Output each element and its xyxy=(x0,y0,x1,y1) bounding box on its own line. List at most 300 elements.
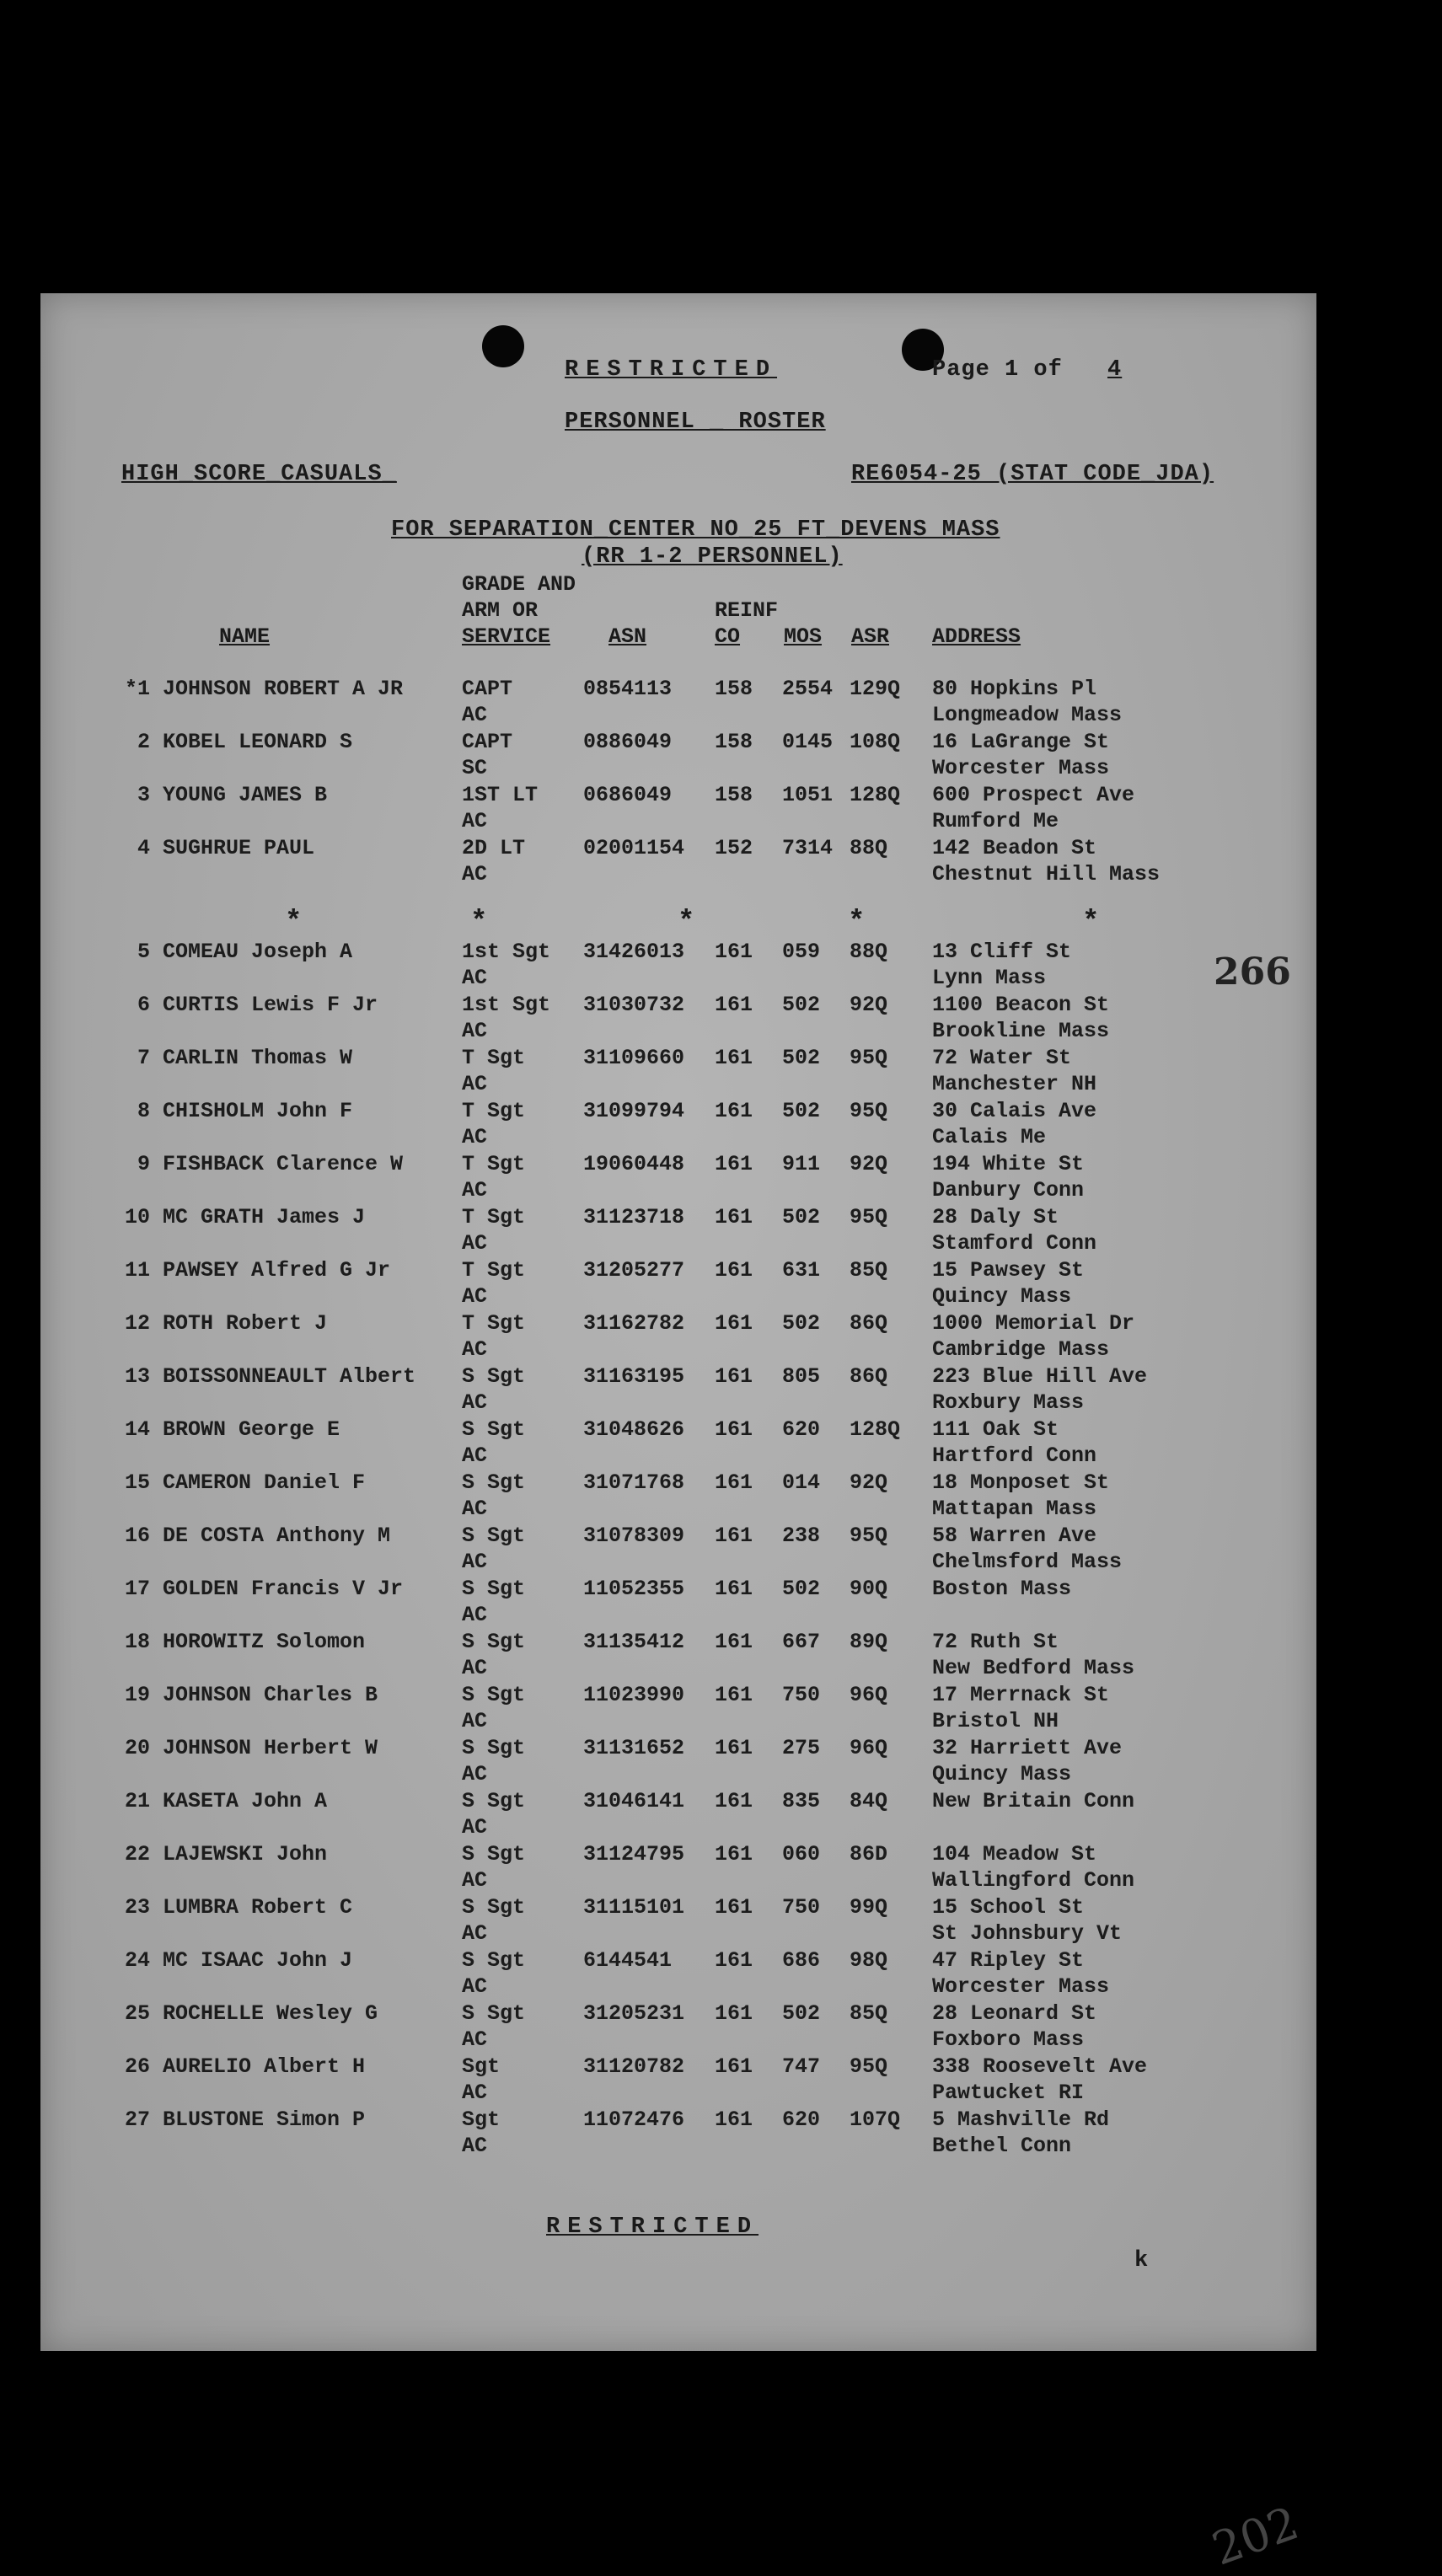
cell-name: CAMERON Daniel F xyxy=(163,1470,366,1495)
cell-arm: AC xyxy=(462,1815,488,1840)
cell-asr: 86Q xyxy=(850,1364,888,1389)
cell-co: 161 xyxy=(715,1258,753,1283)
cell-co: 161 xyxy=(715,1948,753,1973)
table-row xyxy=(40,939,1316,991)
cell-grade: T Sgt xyxy=(462,1099,526,1123)
cell-arm: AC xyxy=(462,1550,488,1574)
cell-asr: 128Q xyxy=(850,783,901,807)
cell-addr1: 223 Blue Hill Ave xyxy=(932,1364,1148,1389)
cell-asr: 95Q xyxy=(850,1524,888,1548)
table-row xyxy=(40,1098,1316,1150)
handwritten-number: 266 xyxy=(1214,951,1291,993)
cell-co: 161 xyxy=(715,1895,753,1920)
cell-arm: AC xyxy=(462,703,488,727)
table-row xyxy=(40,1417,1316,1469)
asn-header: ASN xyxy=(608,624,647,649)
table-row xyxy=(40,1788,1316,1840)
cell-name: CARLIN Thomas W xyxy=(163,1046,353,1070)
cell-addr2: Hartford Conn xyxy=(932,1443,1097,1468)
cell-asn: 31071768 xyxy=(583,1470,685,1495)
cell-addr2: Danbury Conn xyxy=(932,1178,1085,1202)
cell-asn: 31048626 xyxy=(583,1417,685,1442)
cell-grade: S Sgt xyxy=(462,1364,526,1389)
cell-addr1: 600 Prospect Ave xyxy=(932,783,1135,807)
cell-addr1: 30 Calais Ave xyxy=(932,1099,1097,1123)
cell-addr1: 1100 Beacon St xyxy=(932,993,1110,1017)
cell-asr: 88Q xyxy=(850,940,888,964)
cell-asn: 0854113 xyxy=(583,677,673,701)
cell-arm: AC xyxy=(462,862,488,886)
cell-mos: 835 xyxy=(782,1789,821,1813)
cell-asn: 19060448 xyxy=(583,1152,685,1176)
right-heading: RE6054-25 (STAT CODE_JDA) xyxy=(851,462,1214,487)
cell-co: 161 xyxy=(715,2001,753,2026)
cell-arm: AC xyxy=(462,1497,488,1521)
cell-co: 161 xyxy=(715,1205,753,1229)
cell-asr: 85Q xyxy=(850,1258,888,1283)
cell-asr: 99Q xyxy=(850,1895,888,1920)
cell-mos: 750 xyxy=(782,1683,821,1707)
cell-asn: 31124795 xyxy=(583,1842,685,1866)
cell-name: JOHNSON Charles B xyxy=(163,1683,378,1707)
cell-co: 161 xyxy=(715,1736,753,1760)
cell-num: 24 xyxy=(124,1948,150,1973)
cell-arm: AC xyxy=(462,1072,488,1096)
cell-addr2: Stamford Conn xyxy=(932,1231,1097,1256)
cell-arm: AC xyxy=(462,1656,488,1680)
cell-asr: 98Q xyxy=(850,1948,888,1973)
cell-asr: 129Q xyxy=(850,677,901,701)
cell-asn: 31131652 xyxy=(583,1736,685,1760)
cell-arm: AC xyxy=(462,1231,488,1256)
cell-mos: 502 xyxy=(782,993,821,1017)
cell-arm: AC xyxy=(462,1337,488,1362)
page-total: 4 xyxy=(1107,357,1123,383)
cell-addr1: 32 Harriett Ave xyxy=(932,1736,1123,1760)
cell-mos: 1051 xyxy=(782,783,834,807)
cell-addr2: Cambridge Mass xyxy=(932,1337,1110,1362)
cell-co: 161 xyxy=(715,1577,753,1601)
cell-addr2: St Johnsbury Vt xyxy=(932,1921,1123,1946)
cell-asn: 02001154 xyxy=(583,836,685,860)
cell-num: 15 xyxy=(124,1470,150,1495)
cell-asn: 31162782 xyxy=(583,1311,685,1336)
page-indicator xyxy=(932,357,1152,383)
cell-name: MC GRATH James J xyxy=(163,1205,366,1229)
separator-mark: * xyxy=(470,907,488,939)
cell-addr2: Worcester Mass xyxy=(932,756,1110,780)
cell-asn: 31109660 xyxy=(583,1046,685,1070)
cell-name: JOHNSON ROBERT A JR xyxy=(163,677,404,701)
cell-name: FISHBACK Clarence W xyxy=(163,1152,404,1176)
cell-arm: AC xyxy=(462,1019,488,1043)
cell-arm: AC xyxy=(462,1284,488,1309)
cell-mos: 502 xyxy=(782,1311,821,1336)
table-row xyxy=(40,2107,1316,2159)
cell-asn: 31099794 xyxy=(583,1099,685,1123)
cell-arm: AC xyxy=(462,1390,488,1415)
table-row xyxy=(40,1735,1316,1787)
cell-asn: 31205231 xyxy=(583,2001,685,2026)
cell-grade: S Sgt xyxy=(462,1470,526,1495)
cell-mos: 060 xyxy=(782,1842,821,1866)
cell-name: AURELIO Albert H xyxy=(163,2054,366,2079)
cell-arm: AC xyxy=(462,1974,488,1999)
cell-addr1: Boston Mass xyxy=(932,1577,1072,1601)
cell-addr2: Foxboro Mass xyxy=(932,2027,1085,2052)
cell-grade: 2D LT xyxy=(462,836,526,860)
roster-document xyxy=(40,293,1316,2576)
cell-asr: 108Q xyxy=(850,730,901,754)
cell-grade: S Sgt xyxy=(462,1524,526,1548)
cell-num: 9 xyxy=(137,1152,150,1176)
cell-asr: 96Q xyxy=(850,1683,888,1707)
cell-addr1: 47 Ripley St xyxy=(932,1948,1085,1973)
cell-co: 158 xyxy=(715,730,753,754)
left-heading: HIGH_SCORE_CASUALS_ xyxy=(121,462,397,487)
cell-asr: 86Q xyxy=(850,1311,888,1336)
cell-co: 161 xyxy=(715,1842,753,1866)
cell-asn: 31078309 xyxy=(583,1524,685,1548)
mos-header: MOS xyxy=(784,624,823,649)
separation-center: FOR SEPARATION_CENTER NO_25 FT_DEVENS MASS xyxy=(391,517,1000,543)
cell-co: 161 xyxy=(715,1417,753,1442)
cell-arm: AC xyxy=(462,1178,488,1202)
cell-grade: T Sgt xyxy=(462,1258,526,1283)
cell-co: 161 xyxy=(715,1311,753,1336)
cell-asn: 31123718 xyxy=(583,1205,685,1229)
cell-mos: 059 xyxy=(782,940,821,964)
cell-mos: 686 xyxy=(782,1948,821,1973)
cell-addr1: 338 Roosevelt Ave xyxy=(932,2054,1148,2079)
cell-addr2: Quincy Mass xyxy=(932,1762,1072,1786)
table-row xyxy=(40,1682,1316,1734)
cell-arm: AC xyxy=(462,1443,488,1468)
cell-mos: 747 xyxy=(782,2054,821,2079)
cell-addr1: 17 Merrnack St xyxy=(932,1683,1110,1707)
cell-mos: 502 xyxy=(782,1577,821,1601)
name-header: NAME xyxy=(219,624,271,649)
table-row xyxy=(40,2000,1316,2053)
table-row xyxy=(40,782,1316,834)
cell-num: 3 xyxy=(137,783,150,807)
cell-name: DE COSTA Anthony M xyxy=(163,1524,391,1548)
footer-mark: k xyxy=(1134,2248,1150,2273)
table-row xyxy=(40,1841,1316,1893)
cell-name: BLUSTONE Simon P xyxy=(163,2107,366,2132)
separator-mark: * xyxy=(1082,907,1100,939)
grade-header-3: SERVICE xyxy=(462,624,551,649)
cell-name: GOLDEN Francis V Jr xyxy=(163,1577,404,1601)
table-row xyxy=(40,1629,1316,1681)
cell-mos: 238 xyxy=(782,1524,821,1548)
cell-name: KASETA John A xyxy=(163,1789,328,1813)
cell-addr1: 142 Beadon St xyxy=(932,836,1097,860)
cell-co: 152 xyxy=(715,836,753,860)
cell-grade: S Sgt xyxy=(462,1577,526,1601)
cell-asn: 31115101 xyxy=(583,1895,685,1920)
cell-mos: 631 xyxy=(782,1258,821,1283)
personnel-subtitle: (RR 1-2 PERSONNEL) xyxy=(582,544,843,570)
cell-arm: SC xyxy=(462,756,488,780)
table-row xyxy=(40,1523,1316,1575)
cell-addr1: 104 Meadow St xyxy=(932,1842,1097,1866)
cell-name: PAWSEY Alfred G Jr xyxy=(163,1258,391,1283)
cell-asr: 95Q xyxy=(850,1205,888,1229)
cell-num: 16 xyxy=(124,1524,150,1548)
cell-addr1: 15 School St xyxy=(932,1895,1085,1920)
handwritten-corner: 202 xyxy=(1205,2496,1305,2576)
cell-asn: 31135412 xyxy=(583,1630,685,1654)
table-row xyxy=(40,1576,1316,1628)
cell-asr: 84Q xyxy=(850,1789,888,1813)
cell-grade: T Sgt xyxy=(462,1152,526,1176)
cell-co: 161 xyxy=(715,1630,753,1654)
cell-asn: 11072476 xyxy=(583,2107,685,2132)
cell-asr: 95Q xyxy=(850,2054,888,2079)
cell-addr1: 13 Cliff St xyxy=(932,940,1072,964)
cell-addr1: 72 Ruth St xyxy=(932,1630,1059,1654)
cell-mos: 502 xyxy=(782,2001,821,2026)
cell-addr1: 194 White St xyxy=(932,1152,1085,1176)
cell-addr2: Bethel Conn xyxy=(932,2134,1072,2158)
cell-num: 27 xyxy=(124,2107,150,2132)
cell-arm: AC xyxy=(462,966,488,990)
cell-arm: AC xyxy=(462,1868,488,1893)
table-row xyxy=(40,1470,1316,1522)
cell-grade: S Sgt xyxy=(462,2001,526,2026)
table-row xyxy=(40,1045,1316,1097)
cell-name: ROCHELLE Wesley G xyxy=(163,2001,378,2026)
cell-num: 8 xyxy=(137,1099,150,1123)
cell-co: 161 xyxy=(715,993,753,1017)
table-row xyxy=(40,2054,1316,2106)
cell-addr1: 80 Hopkins Pl xyxy=(932,677,1097,701)
cell-co: 161 xyxy=(715,1364,753,1389)
cell-num: 13 xyxy=(124,1364,150,1389)
cell-num: 26 xyxy=(124,2054,150,2079)
cell-grade: CAPT xyxy=(462,677,513,701)
cell-asn: 31030732 xyxy=(583,993,685,1017)
cell-addr1: 5 Mashville Rd xyxy=(932,2107,1110,2132)
cell-num: 5 xyxy=(137,940,150,964)
cell-grade: S Sgt xyxy=(462,1417,526,1442)
table-row xyxy=(40,1257,1316,1309)
cell-mos: 667 xyxy=(782,1630,821,1654)
cell-co: 158 xyxy=(715,783,753,807)
cell-addr2: Worcester Mass xyxy=(932,1974,1110,1999)
cell-addr1: 28 Daly St xyxy=(932,1205,1059,1229)
cell-asn: 11052355 xyxy=(583,1577,685,1601)
cell-mos: 750 xyxy=(782,1895,821,1920)
cell-num: 25 xyxy=(124,2001,150,2026)
cell-mos: 620 xyxy=(782,1417,821,1442)
cell-addr1: 58 Warren Ave xyxy=(932,1524,1097,1548)
cell-arm: AC xyxy=(462,1125,488,1149)
cell-grade: S Sgt xyxy=(462,1736,526,1760)
table-row xyxy=(40,835,1316,887)
grade-header-2: ARM OR xyxy=(462,598,539,623)
cell-mos: 014 xyxy=(782,1470,821,1495)
cell-addr2: Pawtucket RI xyxy=(932,2081,1085,2105)
cell-grade: 1st Sgt xyxy=(462,940,551,964)
cell-name: ROTH Robert J xyxy=(163,1311,328,1336)
cell-asr: 95Q xyxy=(850,1046,888,1070)
reinf-header: REINF xyxy=(715,598,779,623)
cell-asr: 86D xyxy=(850,1842,888,1866)
cell-asr: 92Q xyxy=(850,1470,888,1495)
cell-grade: T Sgt xyxy=(462,1046,526,1070)
cell-name: BROWN George E xyxy=(163,1417,340,1442)
cell-addr1: 15 Pawsey St xyxy=(932,1258,1085,1283)
cell-addr2: Chelmsford Mass xyxy=(932,1550,1123,1574)
cell-grade: 1st Sgt xyxy=(462,993,551,1017)
cell-name: YOUNG JAMES B xyxy=(163,783,328,807)
cell-num: 17 xyxy=(124,1577,150,1601)
cell-name: LUMBRA Robert C xyxy=(163,1895,353,1920)
separator-mark: * xyxy=(285,907,303,939)
asr-header: ASR xyxy=(851,624,890,649)
separator-mark: * xyxy=(848,907,866,939)
cell-num: 18 xyxy=(124,1630,150,1654)
cell-num: 10 xyxy=(124,1205,150,1229)
roster-title: PERSONNEL _ ROSTER xyxy=(565,410,826,435)
cell-asr: 95Q xyxy=(850,1099,888,1123)
cell-asn: 31120782 xyxy=(583,2054,685,2079)
cell-addr1: 1000 Memorial Dr xyxy=(932,1311,1135,1336)
cell-mos: 275 xyxy=(782,1736,821,1760)
cell-num: 11 xyxy=(124,1258,150,1283)
cell-arm: AC xyxy=(462,1603,488,1627)
cell-grade: S Sgt xyxy=(462,1789,526,1813)
table-row xyxy=(40,1151,1316,1203)
cell-asr: 89Q xyxy=(850,1630,888,1654)
cell-asn: 6144541 xyxy=(583,1948,673,1973)
address-header: ADDRESS xyxy=(932,624,1021,649)
cell-grade: S Sgt xyxy=(462,1948,526,1973)
cell-asn: 31205277 xyxy=(583,1258,685,1283)
cell-addr1: 28 Leonard St xyxy=(932,2001,1097,2026)
cell-co: 161 xyxy=(715,1152,753,1176)
cell-asr: 90Q xyxy=(850,1577,888,1601)
cell-arm: AC xyxy=(462,1762,488,1786)
cell-addr2: Lynn Mass xyxy=(932,966,1047,990)
cell-name: MC ISAAC John J xyxy=(163,1948,353,1973)
cell-asr: 92Q xyxy=(850,993,888,1017)
table-row xyxy=(40,1204,1316,1256)
cell-addr2: Mattapan Mass xyxy=(932,1497,1097,1521)
cell-addr1: 72 Water St xyxy=(932,1046,1072,1070)
cell-grade: S Sgt xyxy=(462,1895,526,1920)
cell-name: COMEAU Joseph A xyxy=(163,940,353,964)
cell-addr2: Rumford Me xyxy=(932,809,1059,833)
cell-grade: Sgt xyxy=(462,2107,501,2132)
cell-grade: S Sgt xyxy=(462,1630,526,1654)
punch-hole-left xyxy=(482,325,524,367)
cell-addr2: Manchester NH xyxy=(932,1072,1097,1096)
cell-num: 22 xyxy=(124,1842,150,1866)
cell-num: 20 xyxy=(124,1736,150,1760)
cell-arm: AC xyxy=(462,2134,488,2158)
cell-addr1: 18 Monposet St xyxy=(932,1470,1110,1495)
cell-asn: 0686049 xyxy=(583,783,673,807)
cell-grade: S Sgt xyxy=(462,1842,526,1866)
cell-num: 19 xyxy=(124,1683,150,1707)
cell-co: 158 xyxy=(715,677,753,701)
cell-asr: 92Q xyxy=(850,1152,888,1176)
cell-name: JOHNSON Herbert W xyxy=(163,1736,378,1760)
cell-mos: 502 xyxy=(782,1046,821,1070)
cell-num: 7 xyxy=(137,1046,150,1070)
table-row xyxy=(40,676,1316,728)
table-row xyxy=(40,992,1316,1044)
cell-grade: CAPT xyxy=(462,730,513,754)
cell-asr: 96Q xyxy=(850,1736,888,1760)
table-row xyxy=(40,1363,1316,1416)
cell-mos: 0145 xyxy=(782,730,834,754)
cell-name: LAJEWSKI John xyxy=(163,1842,328,1866)
cell-asr: 128Q xyxy=(850,1417,901,1442)
cell-addr2: New Bedford Mass xyxy=(932,1656,1135,1680)
cell-name: CHISHOLM John F xyxy=(163,1099,353,1123)
cell-num: *1 xyxy=(124,677,150,701)
cell-addr2: Brookline Mass xyxy=(932,1019,1110,1043)
table-row xyxy=(40,1947,1316,2000)
cell-grade: T Sgt xyxy=(462,1205,526,1229)
cell-name: KOBEL LEONARD S xyxy=(163,730,353,754)
cell-mos: 805 xyxy=(782,1364,821,1389)
cell-mos: 2554 xyxy=(782,677,834,701)
cell-asn: 31046141 xyxy=(583,1789,685,1813)
restricted-footer: RESTRICTED xyxy=(546,2215,759,2240)
cell-addr2: Quincy Mass xyxy=(932,1284,1072,1309)
cell-co: 161 xyxy=(715,1099,753,1123)
table-row xyxy=(40,1894,1316,1947)
cell-addr2: Longmeadow Mass xyxy=(932,703,1123,727)
cell-arm: AC xyxy=(462,2027,488,2052)
cell-co: 161 xyxy=(715,1046,753,1070)
cell-co: 161 xyxy=(715,1524,753,1548)
cell-co: 161 xyxy=(715,2054,753,2079)
cell-addr2: Bristol NH xyxy=(932,1709,1059,1733)
cell-num: 12 xyxy=(124,1311,150,1336)
cell-arm: AC xyxy=(462,1921,488,1946)
cell-name: BOISSONNEAULT Albert xyxy=(163,1364,416,1389)
cell-co: 161 xyxy=(715,1789,753,1813)
cell-num: 6 xyxy=(137,993,150,1017)
cell-num: 2 xyxy=(137,730,150,754)
cell-asn: 11023990 xyxy=(583,1683,685,1707)
cell-num: 21 xyxy=(124,1789,150,1813)
cell-addr2: Calais Me xyxy=(932,1125,1047,1149)
cell-mos: 911 xyxy=(782,1152,821,1176)
cell-name: HOROWITZ Solomon xyxy=(163,1630,366,1654)
cell-co: 161 xyxy=(715,1470,753,1495)
cell-addr2: Wallingford Conn xyxy=(932,1868,1135,1893)
cell-name: SUGHRUE PAUL xyxy=(163,836,315,860)
cell-addr1: New Britain Conn xyxy=(932,1789,1135,1813)
cell-arm: AC xyxy=(462,809,488,833)
cell-num: 23 xyxy=(124,1895,150,1920)
cell-num: 14 xyxy=(124,1417,150,1442)
cell-asn: 31426013 xyxy=(583,940,685,964)
co-header: CO xyxy=(715,624,741,649)
table-row xyxy=(40,729,1316,781)
cell-mos: 7314 xyxy=(782,836,834,860)
grade-header-1: GRADE AND xyxy=(462,572,576,597)
separator-mark: * xyxy=(678,907,695,939)
cell-arm: AC xyxy=(462,2081,488,2105)
